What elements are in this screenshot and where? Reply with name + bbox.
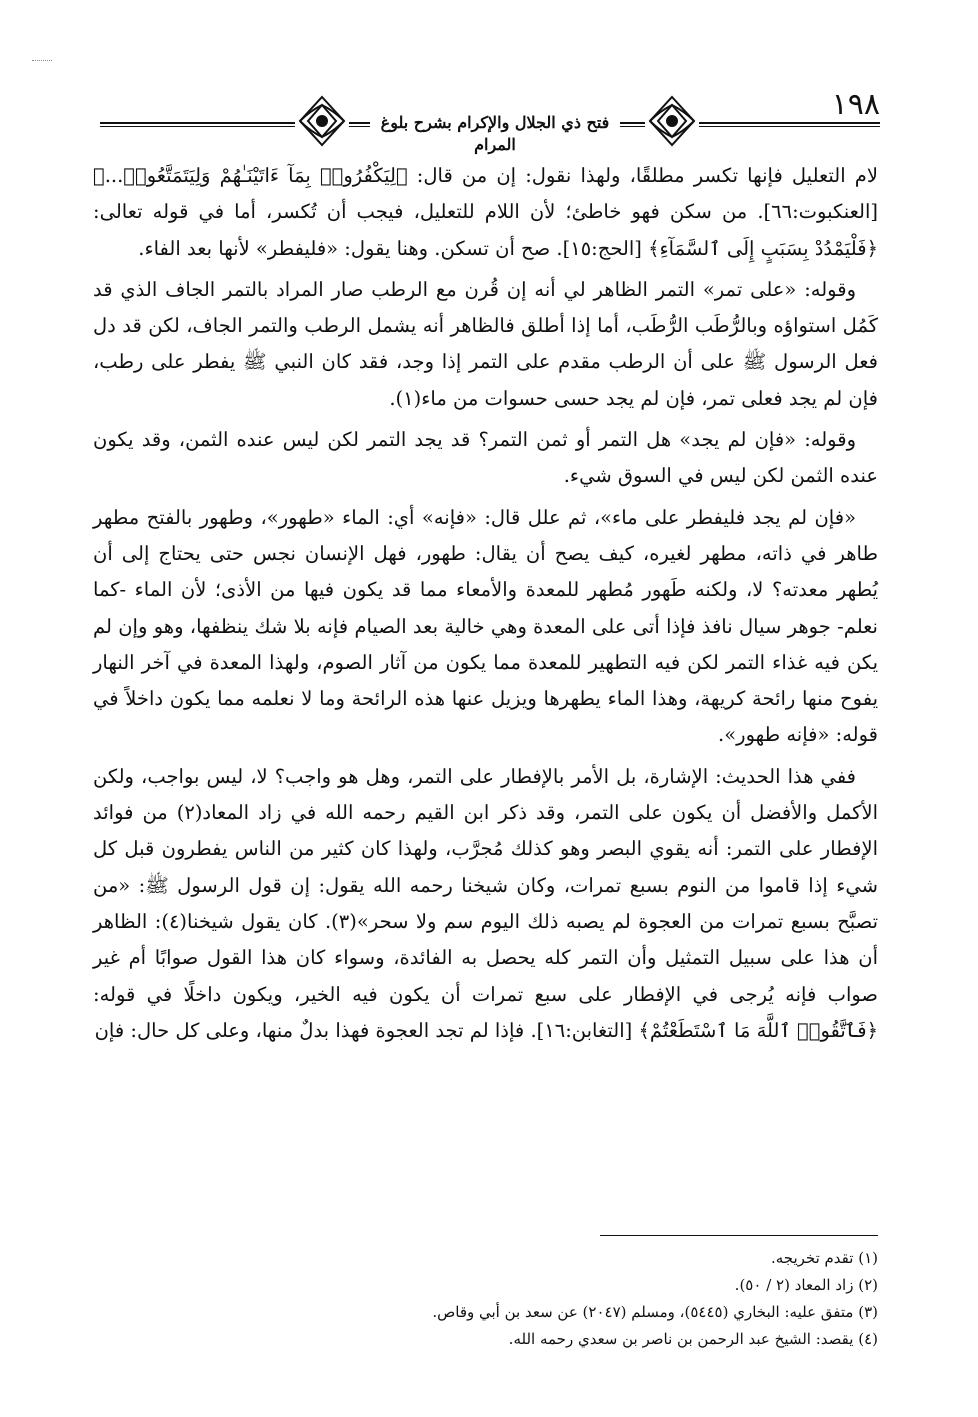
paragraph: «فإن لم يجد فليفطر على ماء»، ثم علل قال: «فإنه» أي: الماء «طهور»، وطهور بالفتح مطهر طاهر في ذاته، مطهر لغيره، كيف يصح أن يقال: طهور، فهل الإنسان نجس حتى يحتاج إلى أن يُطهر معدته؟ لا، ولكنه طَهور مُطهر للمعدة والأمعاء مما قد يكون فيها من الأذى؛ لأن الماء -كما نعلم- جوهر سيال نافذ فإذا أتى على المعدة وهي خالية بعد الصيام فإنه بلا شك ينظفها، وهو وإن لم يكن فيه غذاء التمر لكن فيه التطهير للمعدة مما يكون من آثار الصوم، ولهذا المعدة في آخر النهار يفوح منها رائحة كريهة، وهذا الماء يطهرها ويزيل عنها هذه الرائحة وما لا نعلمه مما يكون داخلاً في قوله: «فإنه طهور». xyxy=(93,505,878,747)
paragraph: لام التعليل فإنها تكسر مطلقًا، ولهذا نقول: إن من قال: ﴿لِيَكْفُرُوا۟ بِمَآ ءَاتَيْنَـٰهُمْ وَلِيَتَمَتَّعُوا۟...﴾ [العنكبوت:٦٦]. من سكن فهو خاطئ؛ لأن اللام للتعليل، فيجب أن تُكسر، أما في قوله تعالى: ﴿فَلْيَمْدُدْ بِسَبَبٍ إِلَى ٱلسَّمَآءِ﴾ [الحج:١٥]. صح أن تسكن. وهنا يقول: «فليفطر» لأنها بعد الفاء. xyxy=(93,164,878,260)
footnote: (٢) زاد المعاد (٢ / ٥٠). xyxy=(734,1276,878,1294)
page-header xyxy=(100,87,880,154)
footnotes xyxy=(100,1245,878,1353)
paragraph: وقوله: «فإن لم يجد» هل التمر أو ثمن التمر؟ قد يجد التمر لكن ليس عنده الثمن، وقد يكون عنده الثمن لكن ليس في السوق شيء. xyxy=(93,428,878,488)
body-text xyxy=(93,158,878,1054)
paragraph: وقوله: «على تمر» التمر الظاهر لي أنه إن قُرن مع الرطب صار المراد بالتمر الجاف الذي قد كَمُل استواؤه وبالرُّطَب الرُّطَب، أما إذا أطلق فالظاهر أنه يشمل الرطب والتمر الجاف، لكن قد دل فعل الرسول ﷺ على أن الرطب مقدم على التمر إذا وجد، فقد كان النبي ﷺ يفطر على رطب، فإن لم يجد فعلى تمر، فإن لم يجد حسى حسوات من ماء(١). xyxy=(93,277,878,410)
ornament-icon xyxy=(295,94,349,148)
running-title: فتح ذي الجلال والإكرام بشرح بلوغ المرام xyxy=(370,112,620,156)
footnote-divider xyxy=(600,1235,878,1236)
ornament-icon xyxy=(645,94,699,148)
margin-mark xyxy=(32,60,52,61)
footnote: (١) تقدم تخريجه. xyxy=(770,1249,878,1267)
footnote: (٣) متفق عليه: البخاري (٥٤٤٥)، ومسلم (٢٠٤٧) عن سعد بن أبي وقاص. xyxy=(432,1303,878,1321)
page-number: ١٩٨ xyxy=(826,88,880,122)
paragraph: ففي هذا الحديث: الإشارة، بل الأمر بالإفطار على التمر، وهل هو واجب؟ لا، ليس بواجب، ولكن الأكمل والأفضل أن يكون على التمر، وقد ذكر ابن القيم رحمه الله في زاد المعاد(٢) من فوائد الإفطار على التمر: أنه يقوي البصر وهو كذلك مُجرَّب، ولهذا كان كثير من الناس يفطرون قبل كل شيء إذا قاموا من النوم بسبع تمرات، وكان شيخنا رحمه الله يقول: إن قول الرسول ﷺ: «من تصبَّح بسبع تمرات من العجوة لم يصبه ذلك اليوم سم ولا سحر»(٣). كان يقول شيخنا(٤): الظاهر أن هذا على سبيل التمثيل وأن التمر كله يحصل به الفائدة، وسواء كان هذا القول صوابًا أم غير صواب فإنه يُرجى في الإفطار على سبع تمرات أن يكون فيه الخير، ويكون داخلًا في قوله: ﴿فَٱتَّقُوا۟ ٱللَّهَ مَا ٱسْتَطَعْتُمْ﴾ [التغابن:١٦]. فإذا لم تجد العجوة فهذا بدلٌ منها، وعلى كل حال: فإن xyxy=(93,764,878,1042)
footnote: (٤) يقصد: الشيخ عبد الرحمن بن ناصر بن سعدي رحمه الله. xyxy=(508,1330,878,1348)
